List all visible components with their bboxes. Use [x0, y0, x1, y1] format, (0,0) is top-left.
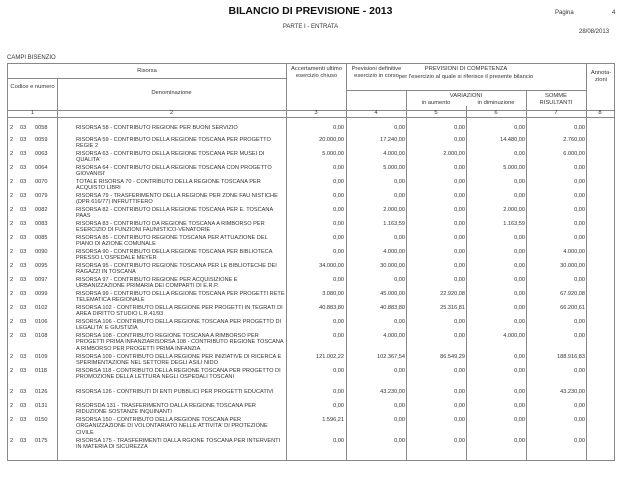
code-resource: 0126 [35, 389, 48, 395]
divider [346, 90, 586, 91]
somme-value: 0,00 [574, 277, 585, 283]
diminuzione-value: 0,00 [514, 354, 525, 360]
somme-value: 0,00 [574, 207, 585, 213]
code-title: 2 [10, 207, 14, 213]
code-title: 2 [10, 291, 14, 297]
diminuzione-value: 14.480,00 [500, 137, 525, 143]
accertamenti-value: 0,00 [333, 165, 344, 171]
header-denominazione: Denominazione [151, 90, 192, 96]
code-title: 2 [10, 354, 14, 360]
aumento-value: 0,00 [454, 319, 465, 325]
previsioni-value: 0,00 [394, 403, 405, 409]
code-title: 2 [10, 403, 14, 409]
diminuzione-value: 0,00 [514, 368, 525, 374]
code-title: 2 [10, 417, 14, 423]
aumento-value: 0,00 [454, 125, 465, 131]
somme-value: 0,00 [574, 235, 585, 241]
previsioni-value: 45.000,00 [380, 291, 405, 297]
code-category: 03 [20, 137, 27, 143]
denominazione: RISORSA 97 - CONTRIBUTO REGIONE PER ACQUISIZIONE E URBANIZZAZIONE PRIMARIA DEI COMPARTI DI E.R.P. [76, 277, 238, 290]
code-resource: 0175 [35, 438, 48, 444]
somme-value: 0,00 [574, 125, 585, 131]
previsioni-value: 0,00 [394, 277, 405, 283]
previsioni-value: 43.230,00 [380, 389, 405, 395]
code-category: 03 [20, 354, 27, 360]
col-number: 1 [30, 110, 35, 116]
diminuzione-value: 5.000,00 [503, 165, 525, 171]
somme-value: 43.230,00 [560, 389, 585, 395]
somme-value: 67.920,08 [560, 291, 585, 297]
code-category: 03 [20, 417, 27, 423]
previsioni-value: 0,00 [394, 125, 405, 131]
denominazione: RISORSA 102 - CONTRIBUTO DELLA REGIONE PER PROGETTI IN TEGRATI DI AREA DIRITTO STUDIO L.R.41/93 [76, 305, 283, 318]
aumento-value: 25.316,81 [440, 305, 465, 311]
accertamenti-value: 34.000,00 [319, 263, 344, 269]
denominazione: RISORSA 175 - TRASFERIMENTI DALLA RGIONE TOSCANA PER INTERVENTI IN MATERIA DI SICUREZZA [76, 438, 281, 451]
header-annotazioni: Annota-zioni [590, 70, 612, 83]
previsioni-value: 0,00 [394, 417, 405, 423]
divider [57, 78, 58, 461]
budget-table [7, 63, 615, 461]
code-title: 2 [10, 277, 14, 283]
diminuzione-value: 0,00 [514, 249, 525, 255]
aumento-value: 0,00 [454, 403, 465, 409]
denominazione: RISORSA 99 - CONTRIBUTO DELLA REGIONE TOSCANA PER PROGETTI RETE TELEMATICA REGIONALE [76, 291, 285, 304]
accertamenti-value: 121.002,22 [316, 354, 344, 360]
diminuzione-value: 0,00 [514, 403, 525, 409]
code-title: 2 [10, 389, 14, 395]
accertamenti-value: 40.883,80 [319, 305, 344, 311]
header-codice: Codice e numero [10, 84, 55, 90]
code-category: 03 [20, 263, 27, 269]
aumento-value: 0,00 [454, 263, 465, 269]
report-date: 28/08/2013 [579, 29, 610, 35]
code-title: 2 [10, 125, 14, 131]
previsioni-value: 30.000,00 [380, 263, 405, 269]
header-previsioni-competenza: PREVISIONI DI COMPETENZA [424, 66, 508, 72]
code-resource: 0106 [35, 319, 48, 325]
previsioni-value: 2.000,00 [383, 207, 405, 213]
denominazione: RISORSA 109 - CONTRIBUTO DELLA REGIONE PER INIZIATIVE DI RICERCA E SPERIMENTAZIONE NEL SETTORE DEGLI ASILI NIDO [76, 354, 282, 367]
code-category: 03 [20, 333, 27, 339]
somme-value: 0,00 [574, 368, 585, 374]
somme-value: 0,00 [574, 417, 585, 423]
code-category: 03 [20, 403, 27, 409]
code-category: 03 [20, 277, 27, 283]
code-resource: 0109 [35, 354, 48, 360]
somme-value: 6.000,00 [563, 151, 585, 157]
code-resource: 0108 [35, 333, 48, 339]
diminuzione-value: 0,00 [514, 263, 525, 269]
code-category: 03 [20, 165, 27, 171]
somme-value: 2.760,00 [563, 137, 585, 143]
code-resource: 0079 [35, 193, 48, 199]
code-title: 2 [10, 305, 14, 311]
aumento-value: 86.549,29 [440, 354, 465, 360]
code-category: 03 [20, 235, 27, 241]
previsioni-value: 4.000,00 [383, 151, 405, 157]
aumento-value: 0,00 [454, 333, 465, 339]
somme-value: 0,00 [574, 333, 585, 339]
aumento-value: 22.920,08 [440, 291, 465, 297]
header-somme-risultanti: SOMME RISULTANTI [539, 93, 573, 106]
report-subtitle: PARTE I - ENTRATA [282, 24, 339, 30]
accertamenti-value: 1.596,21 [322, 417, 344, 423]
diminuzione-value: 0,00 [514, 151, 525, 157]
accertamenti-value: 0,00 [333, 333, 344, 339]
code-title: 2 [10, 438, 14, 444]
diminuzione-value: 1.163,59 [503, 221, 525, 227]
denominazione: RISORSA 108 - CONTRIBUTO REGIONE TOSCANA A RIMBORSO PER PROGETTI PRIMA INFANZIARISORSA 108 - CONTRIBUTO REGIONE TOSCANA A RIMBORSO PER PROGETTI PRIMA INFANZIA [76, 333, 284, 352]
denominazione: RISORSA 150 - CONTRIBUTO DELLA REGIONE TOSCANA PER ORGANIZZAZIONE DI VOLONTARIATO NELLE ATTIVITA' DI PROTEZIONE CIVILE [76, 417, 268, 436]
divider [8, 78, 286, 79]
header-in-aumento: in aumento [421, 100, 451, 106]
diminuzione-value: 0,00 [514, 438, 525, 444]
accertamenti-value: 0,00 [333, 125, 344, 131]
diminuzione-value: 0,00 [514, 179, 525, 185]
code-title: 2 [10, 137, 14, 143]
code-category: 03 [20, 125, 27, 131]
code-resource: 0150 [35, 417, 48, 423]
code-category: 03 [20, 249, 27, 255]
previsioni-value: 0,00 [394, 193, 405, 199]
col-number: 4 [374, 110, 378, 116]
code-resource: 0083 [35, 221, 48, 227]
previsioni-value: 4.000,00 [383, 249, 405, 255]
aumento-value: 0,00 [454, 165, 465, 171]
header-risorsa: Risorsa [137, 68, 157, 74]
denominazione: RISORSA 59 - CONTRIBUTO DELLA REGIONE TOSCANA PER PROGETTO REGIE 2 [76, 137, 271, 150]
code-title: 2 [10, 179, 14, 185]
accertamenti-value: 0,00 [333, 207, 344, 213]
denominazione: RISORSA 106 - CONTRIBUTO DELLA REGIONE TOSCANA PER PROGETTO DI LEGALITA' E GIUSTIZIA [76, 319, 282, 332]
code-resource: 0064 [35, 165, 48, 171]
aumento-value: 0,00 [454, 137, 465, 143]
accertamenti-value: 0,00 [333, 403, 344, 409]
aumento-value: 0,00 [454, 249, 465, 255]
denominazione: RISORSA 63 - CONTRIBUTO DELLA REGIONE TOSCANA PER MUSEI DI QUALITA' [76, 151, 265, 164]
code-resource: 0131 [35, 403, 48, 409]
header-previsioni-definitive: Previsioni definitive esercizio in corso [351, 66, 402, 79]
diminuzione-value: 0,00 [514, 319, 525, 325]
page-label: Pagina [555, 10, 574, 16]
code-category: 03 [20, 291, 27, 297]
col-number: 6 [494, 110, 498, 116]
divider [586, 64, 587, 461]
previsioni-value: 4.000,00 [383, 333, 405, 339]
diminuzione-value: 0,00 [514, 193, 525, 199]
code-resource: 0058 [35, 125, 48, 131]
denominazione: RISORSA 126 - CONTRIBUTI DI ENTI PUBBLICI PER PROGETTI EDUCATIVI [76, 389, 274, 395]
aumento-value: 0,00 [454, 221, 465, 227]
denominazione: TOTALE RISORSA 70 - CONTRIBUTO DELLA REGIONE TOSCANA PER ACQUISTO LIBRI [76, 179, 261, 192]
denominazione: RISORSA 83 - CONTRIBUTO DA REGIONE TOSCANA A RIMBORSO PER ESERCIZIO DI FUNZIONI FAUNISTICO-VENATORIE [76, 221, 265, 234]
diminuzione-value: 0,00 [514, 235, 525, 241]
previsioni-value: 0,00 [394, 438, 405, 444]
code-resource: 0102 [35, 305, 48, 311]
previsioni-value: 5.000,00 [383, 165, 405, 171]
aumento-value: 0,00 [454, 417, 465, 423]
accertamenti-value: 0,00 [333, 438, 344, 444]
denominazione: RISORSA 118 - CONTRIBUTO DELLA REGIONE TOSCANA PER PROGETTO DI PROMOZIONE DELLA LETTURA NEGLI OSPEDALI TOSCANI [76, 368, 281, 381]
col-number: 3 [314, 110, 318, 116]
divider [8, 117, 614, 118]
code-title: 2 [10, 249, 14, 255]
denominazione: RISORSA 95 - CONTRIBUTO REGIONE TOSCANA PER LE BIBLIOTECHE DEI RAGAZZI IN TOSCANA [76, 263, 277, 276]
code-resource: 0095 [35, 263, 48, 269]
denominazione: RISORSA 58 - CONTRIBUTO REGIONE PER BUONI SERVIZIO [76, 125, 238, 131]
code-title: 2 [10, 263, 14, 269]
header-variazioni: VARIAZIONI [449, 93, 483, 99]
somme-value: 66.200,61 [560, 305, 585, 311]
col-number: 2 [169, 110, 174, 116]
somme-value: 0,00 [574, 319, 585, 325]
code-category: 03 [20, 438, 27, 444]
accertamenti-value: 20.000,00 [319, 137, 344, 143]
previsioni-value: 102.367,54 [377, 354, 405, 360]
previsioni-value: 17.240,00 [380, 137, 405, 143]
page-number: 4 [612, 10, 616, 16]
code-category: 03 [20, 305, 27, 311]
code-resource: 0082 [35, 207, 48, 213]
code-resource: 0090 [35, 249, 48, 255]
entity-name: CAMPI BISENZIO [7, 55, 56, 61]
accertamenti-value: 0,00 [333, 235, 344, 241]
diminuzione-value: 4.000,00 [503, 333, 525, 339]
code-resource: 0063 [35, 151, 48, 157]
col-number: 5 [434, 110, 438, 116]
diminuzione-value: 0,00 [514, 277, 525, 283]
code-resource: 0070 [35, 179, 48, 185]
denominazione: RISORSA 90 - CONTRIBUTO DELLA REGIONE TOSCANA PER BIBLIOTECA PRESSO L'OSPEDALE MEYER [76, 249, 273, 262]
code-title: 2 [10, 221, 14, 227]
accertamenti-value: 0,00 [333, 221, 344, 227]
somme-value: 0,00 [574, 221, 585, 227]
accertamenti-value: 0,00 [333, 319, 344, 325]
denominazione: RISORSA 64 - CONTRIBUTO DELLA REGIONE TOSCANA CON PROGETTO GIOVANISI' [76, 165, 272, 178]
code-title: 2 [10, 319, 14, 325]
accertamenti-value: 0,00 [333, 179, 344, 185]
code-resource: 0085 [35, 235, 48, 241]
code-category: 03 [20, 319, 27, 325]
code-resource: 0097 [35, 277, 48, 283]
aumento-value: 0,00 [454, 179, 465, 185]
col-number: 8 [598, 110, 602, 116]
accertamenti-value: 3.080,00 [322, 291, 344, 297]
somme-value: 188.916,83 [557, 354, 585, 360]
diminuzione-value: 0,00 [514, 389, 525, 395]
code-resource: 0118 [35, 368, 48, 374]
code-title: 2 [10, 333, 14, 339]
aumento-value: 0,00 [454, 207, 465, 213]
accertamenti-value: 5.000,00 [322, 151, 344, 157]
code-category: 03 [20, 179, 27, 185]
code-category: 03 [20, 207, 27, 213]
code-title: 2 [10, 165, 14, 171]
col-number: 7 [554, 110, 558, 116]
somme-value: 0,00 [574, 438, 585, 444]
code-resource: 0099 [35, 291, 48, 297]
aumento-value: 0,00 [454, 438, 465, 444]
somme-value: 0,00 [574, 193, 585, 199]
accertamenti-value: 0,00 [333, 368, 344, 374]
diminuzione-value: 0,00 [514, 417, 525, 423]
code-title: 2 [10, 151, 14, 157]
somme-value: 0,00 [574, 403, 585, 409]
previsioni-value: 40.883,80 [380, 305, 405, 311]
header-accertamenti: Accertamenti ultimo esercizio chiuso [291, 66, 342, 79]
previsioni-value: 1.163,59 [383, 221, 405, 227]
code-category: 03 [20, 151, 27, 157]
code-category: 03 [20, 368, 27, 374]
code-resource: 0059 [35, 137, 48, 143]
aumento-value: 0,00 [454, 277, 465, 283]
code-title: 2 [10, 193, 14, 199]
diminuzione-value: 0,00 [514, 291, 525, 297]
aumento-value: 0,00 [454, 368, 465, 374]
code-category: 03 [20, 193, 27, 199]
previsioni-value: 0,00 [394, 235, 405, 241]
aumento-value: 2.000,00 [443, 151, 465, 157]
accertamenti-value: 0,00 [333, 389, 344, 395]
denominazione: RISORSA 85 - CONTRIBUTO REGIONE TOSCANA PER ATTUAZIONE DEL PIANO DI AZIONE COMUNALE [76, 235, 268, 248]
header-in-diminuzione: in diminuzione [477, 100, 515, 106]
code-title: 2 [10, 235, 14, 241]
previsioni-value: 0,00 [394, 179, 405, 185]
aumento-value: 0,00 [454, 193, 465, 199]
diminuzione-value: 0,00 [514, 305, 525, 311]
accertamenti-value: 0,00 [333, 249, 344, 255]
aumento-value: 0,00 [454, 389, 465, 395]
previsioni-value: 0,00 [394, 368, 405, 374]
somme-value: 30.000,00 [560, 263, 585, 269]
aumento-value: 0,00 [454, 235, 465, 241]
accertamenti-value: 0,00 [333, 193, 344, 199]
somme-value: 4.000,00 [563, 249, 585, 255]
code-category: 03 [20, 389, 27, 395]
denominazione: RISORSA 79 - TRASFERIMENTO DELLA REGIONE PER ZONE FAU NISTICHE (DPR 616/77) INFRUTTIFERO [76, 193, 278, 206]
somme-value: 0,00 [574, 179, 585, 185]
header-previsioni-competenza-sub: per l'esercizio al quale si riferisce il presente bilancio [398, 74, 534, 80]
denominazione: RISORSDA 131 - TRASFERIMENTO DALLA REGIONE TOSCANA PER RIDUZIONE SOSTANZE INQUINANTI [76, 403, 256, 416]
accertamenti-value: 0,00 [333, 277, 344, 283]
somme-value: 0,00 [574, 165, 585, 171]
diminuzione-value: 2.000,00 [503, 207, 525, 213]
denominazione: RISORSA 82 - CONTRIBUTO DELLA REGIONE TOSCANA PER E. TOSCANA PAAS [76, 207, 273, 220]
code-category: 03 [20, 221, 27, 227]
previsioni-value: 0,00 [394, 319, 405, 325]
report-title: BILANCIO DI PREVISIONE - 2013 [228, 5, 393, 17]
code-title: 2 [10, 368, 14, 374]
diminuzione-value: 0,00 [514, 125, 525, 131]
